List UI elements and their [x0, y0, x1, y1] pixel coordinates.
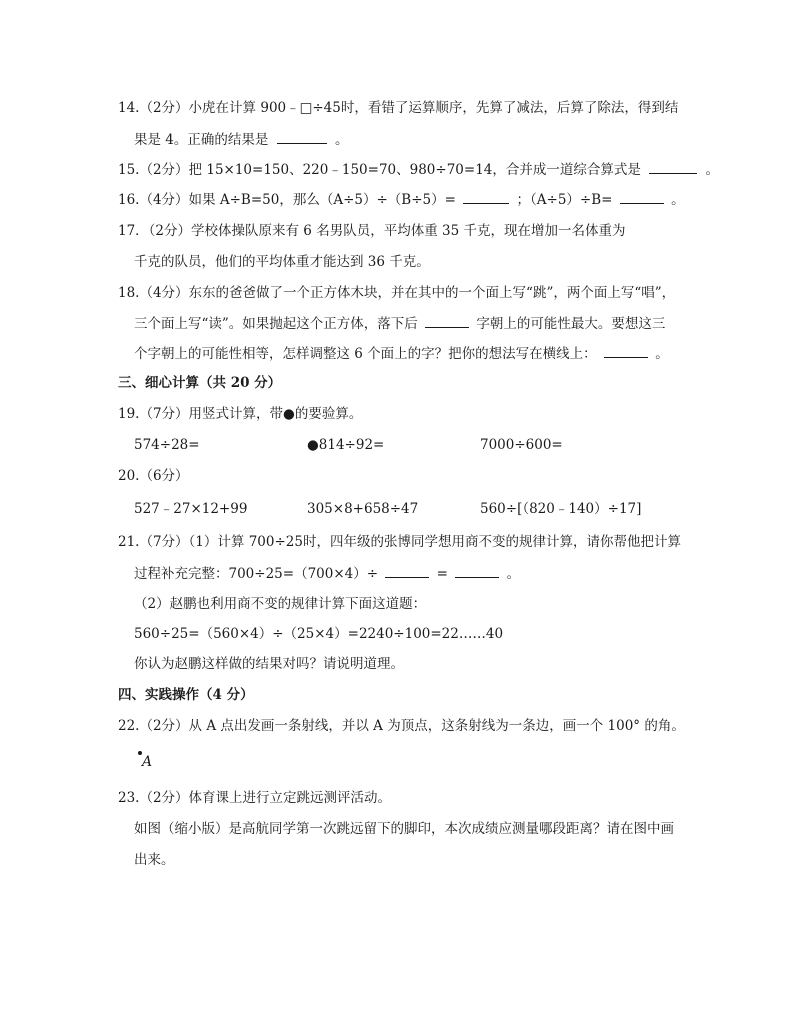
- section-4-heading: 四、实践操作（4 分）: [118, 687, 254, 703]
- q17-line1: 17．（2分）学校体操队原来有 6 名男队员，平均体重 35 千克，现在增加一名体重为: [118, 223, 626, 239]
- q19-line1: 19.（7分）用竖式计算，带●的要验算。: [118, 406, 363, 422]
- q14-text-a: 果是 4。正确的结果是: [134, 132, 269, 148]
- q17-line2: 千克的队员，他们的平均体重才能达到 36 千克。: [134, 254, 430, 270]
- q14-answer-blank[interactable]: [277, 129, 327, 144]
- section-3-heading: 三、细心计算（共 20 分）: [118, 375, 282, 391]
- q19-item-2: ●814÷92=: [307, 437, 385, 453]
- q16-text-c: 。: [671, 192, 685, 208]
- q15-line1: [118, 159, 719, 180]
- q23-line1: 23.（2分）体育课上进行立定跳远测评活动。: [118, 790, 392, 806]
- q21-line3: （2）赵鹏也利用商不变的规律计算下面这道题：: [134, 596, 427, 612]
- q16-answer-blank-2[interactable]: [620, 189, 664, 204]
- q20-line1: 20.（6分）: [118, 468, 189, 484]
- q15-text-b: 。: [705, 162, 719, 178]
- q18-text-d: 。: [655, 346, 669, 362]
- q18-line2: [134, 313, 665, 334]
- q21-line5: 你认为赵鹏这样做的结果对吗？请说明道理。: [134, 656, 404, 672]
- q20-item-3: 560÷[（820﹣140）÷17]: [480, 501, 642, 517]
- q15-answer-blank[interactable]: [649, 159, 697, 174]
- q22-line1: 22.（2分）从 A 点出发画一条射线，并以 A 为顶点，这条射线为一条边，画一个 100° 的角。: [118, 718, 685, 734]
- q18-text-c: 个字朝上的可能性相等，怎样调整这 6 个面上的字？把你的想法写在横线上：: [134, 346, 597, 362]
- q21-line4: 560÷25=（560×4）÷（25×4）=2240÷100=22……40: [134, 626, 504, 642]
- q23-line2: 如图（缩小版）是高航同学第一次跳远留下的脚印，本次成绩应测量哪段距离？请在图中画: [134, 821, 674, 837]
- q23-line3: 出来。: [134, 852, 175, 868]
- q21-line1: 21.（7分）（1）计算 700÷25时，四年级的张博同学想用商不变的规律计算，请你帮他把计算: [118, 534, 681, 550]
- q16-text-a: 16.（4分）如果 A÷B=50，那么（A÷5）÷（B÷5）=: [118, 192, 456, 208]
- q18-answer-blank-2[interactable]: [604, 343, 648, 358]
- q14-line1: 14.（2分）小虎在计算 900﹣□÷45时，看错了运算顺序，先算了减法，后算了除法，得到结: [118, 100, 679, 116]
- q21-text-a: 过程补充完整：700÷25=（700×4）÷: [134, 566, 379, 582]
- q19-item-3: 7000÷600=: [480, 437, 563, 453]
- q18-text-b: 字朝上的可能性最大。要想这三: [476, 316, 666, 332]
- q18-answer-blank-1[interactable]: [425, 313, 469, 328]
- q21-text-b: =: [436, 566, 448, 582]
- q16-text-b: ；（A÷5）÷B=: [516, 192, 613, 208]
- q19-item-1: 574÷28=: [134, 437, 200, 453]
- q14-line2: [134, 129, 348, 150]
- q16-line1: [118, 189, 685, 210]
- q20-item-2: 305×8+658÷47: [307, 501, 419, 517]
- q18-text-a: 三个面上写“读”。如果抛起这个正方体，落下后: [134, 316, 418, 332]
- q18-line1: 18.（4分）东东的爸爸做了一个正方体木块，并在其中的一个面上写“跳”，两个面上写“唱”，: [118, 285, 676, 301]
- q21-answer-blank-1[interactable]: [385, 563, 429, 578]
- q18-line3: [134, 343, 669, 364]
- q14-text-b: 。: [334, 132, 349, 148]
- point-a-label: A: [142, 754, 153, 770]
- q16-answer-blank-1[interactable]: [463, 189, 509, 204]
- q15-text-a: 15.（2分）把 15×10=150、220﹣150=70、980÷70=14，合并成一道综合算式是: [118, 162, 641, 178]
- q21-answer-blank-2[interactable]: [455, 563, 499, 578]
- q20-item-1: 527﹣27×12+99: [134, 501, 248, 517]
- q21-line2: [134, 563, 520, 584]
- q21-text-c: 。: [506, 566, 521, 582]
